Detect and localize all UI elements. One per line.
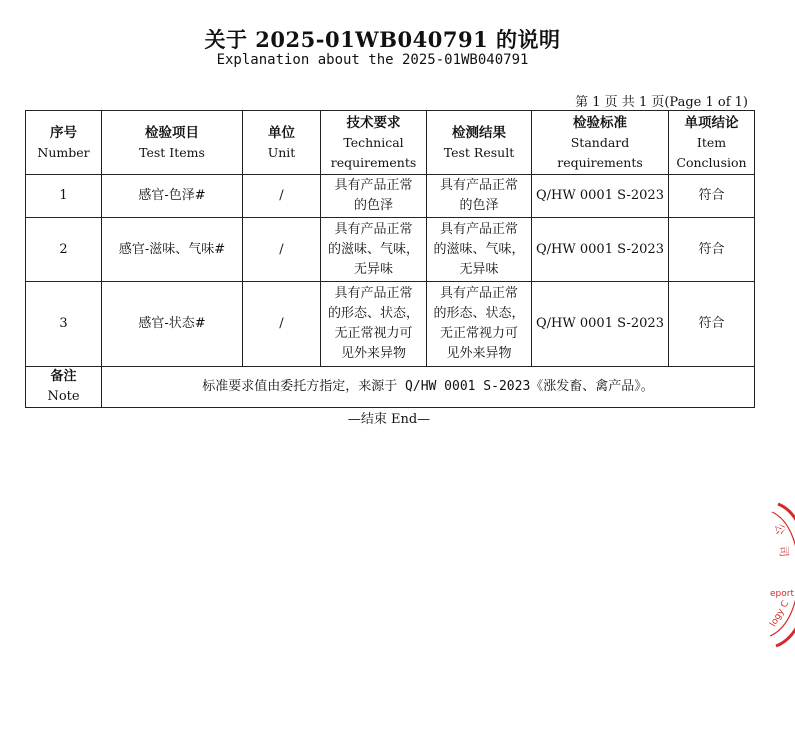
end-mark: —结束 End— [347, 412, 431, 427]
table-row [26, 218, 755, 282]
row-unit: / [243, 282, 321, 367]
page-indicator: 第 1 页 共 1 页(Page 1 of 1) [575, 95, 748, 110]
row-requirement: 具有产品正常 的色泽 [321, 175, 427, 218]
header-unit: 单位 Unit [243, 111, 321, 175]
seal-glyph: 司 [776, 545, 791, 558]
row-conclusion: 符合 [669, 218, 755, 282]
seal-text-fragment: logy C [768, 599, 792, 629]
row-test-item: 感官-色泽# [102, 175, 243, 218]
row-result: 具有产品正常 的形态、状态， 无正常视力可 见外来异物 [427, 282, 532, 367]
row-requirement: 具有产品正常 的滋味、气味， 无异味 [321, 218, 427, 282]
table-row [26, 175, 755, 218]
row-number: 2 [26, 218, 102, 282]
row-result: 具有产品正常 的滋味、气味， 无异味 [427, 218, 532, 282]
header-test-result: 检测结果 Test Result [427, 111, 532, 175]
row-standard: Q/HW 0001 S-2023 [532, 218, 669, 282]
header-number: 序号 Number [26, 111, 102, 175]
row-unit: / [243, 175, 321, 218]
note-row [26, 367, 755, 408]
row-requirement: 具有产品正常 的形态、状态， 无正常视力可 见外来异物 [321, 282, 427, 367]
header-test-items: 检验项目 Test Items [102, 111, 243, 175]
results-table [25, 110, 755, 408]
row-conclusion: 符合 [669, 282, 755, 367]
table-header-row [26, 111, 755, 175]
note-label: 备注 Note [26, 367, 102, 408]
header-conclusion: 单项结论 Item Conclusion [669, 111, 755, 175]
row-standard: Q/HW 0001 S-2023 [532, 282, 669, 367]
header-technical-requirements: 技术要求 Technical requirements [321, 111, 427, 175]
seal-glyph: 公 [772, 522, 788, 536]
seal-text-fragment: eport [770, 589, 794, 599]
row-conclusion: 符合 [669, 175, 755, 218]
row-number: 1 [26, 175, 102, 218]
document-title-en: Explanation about the 2025-01WB040791 [216, 52, 529, 68]
row-test-item: 感官-状态# [102, 282, 243, 367]
table-row [26, 282, 755, 367]
document-title-cn: 关于 2025-01WB040791 的说明 [204, 27, 561, 52]
row-test-item: 感官-滋味、气味# [102, 218, 243, 282]
row-unit: / [243, 218, 321, 282]
note-text: 标准要求值由委托方指定，来源于 Q/HW 0001 S-2023《涨发畜、禽产品》。 [102, 367, 755, 408]
red-seal-stamp [760, 500, 795, 650]
header-standard: 检验标准 Standard requirements [532, 111, 669, 175]
row-result: 具有产品正常 的色泽 [427, 175, 532, 218]
row-number: 3 [26, 282, 102, 367]
row-standard: Q/HW 0001 S-2023 [532, 175, 669, 218]
